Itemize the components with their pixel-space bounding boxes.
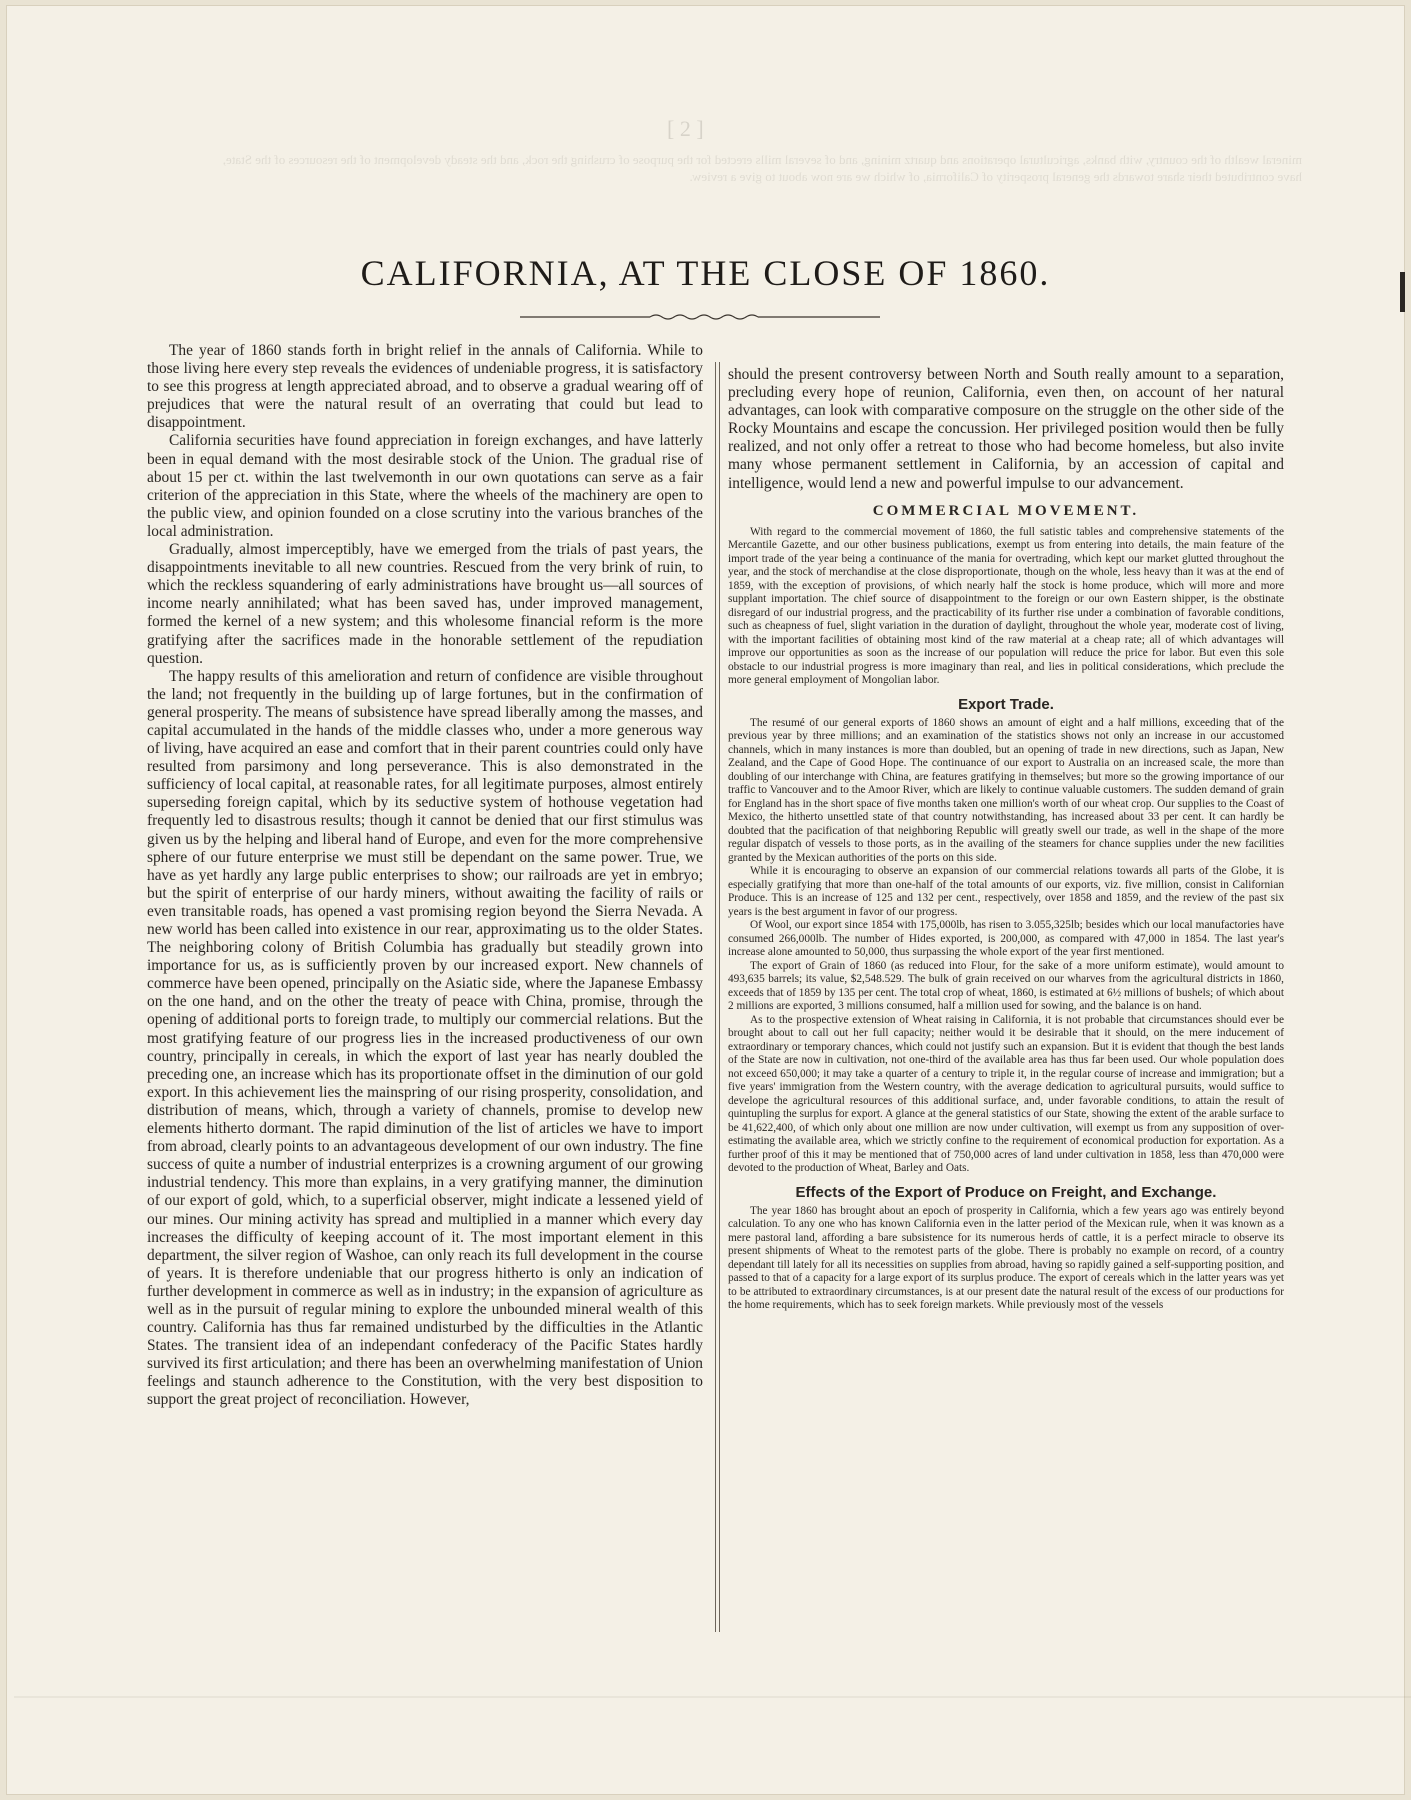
export-paragraph-2: While it is encouraging to observe an expansion of our commercial relations towards all parts of the Globe, it is especially gratifying that more than one-half of the total amounts of our exports, viz. five million, consist in Californian Produce. This is an increase of 125 and 132 per cent., respectively, over 1858 and 1859, and the review of the past six years is the best argument in favor of our progress. [728,865,1284,918]
effects-heading: Effects of the Export of Produce on Freight, and Exchange. [795,1183,1217,1201]
page-number: [ 2 ] [667,116,704,141]
export-heading: Export Trade. [958,695,1054,713]
page-title: CALIFORNIA, AT THE CLOSE OF 1860. [360,253,1051,293]
right-column [728,366,1284,1313]
paper-fold [14,1696,1411,1698]
export-paragraph-4: The export of Grain of 1860 (as reduced into Flour, for the sake of a more uniform estimate), would amount to 493,635 barrels; its value, $2,548.529. The bulk of grain received on our wharves from the agricultural districts in 1860, exceeds that of 1859 by 135 per cent. The total crop of wheat, 1860, is estimated at 6½ millions of bushels; of which about 2 millions are exported, 3 millions consumed, half a million used for sowing, and the balance is on hand. [728,959,1284,1013]
commercial-text: With regard to the commercial movement of 1860, the full satistic tables and comprehensive statements of the Mercantile Gazette, and our other business publications, exempt us from entering into details, the main feature of the import trade of the year being a continuance of the mania for overtrading, which kept our market glutted throughout the year, and the stock of merchandise at the close disproportionate, though on the whole, less heavy than it was at the end of 1859, with the exception of provisions, of which nearly half the stock is home produce, which will more and more supplant importation. The chief source of disappointment to the foreign or our own Eastern shipper, is the obstinate disregard of our industrial progress, and the practicability of its further rise under a combination of favorable conditions, such as cheapness of fuel, slight variation in the duration of daylight, throughout the whole year, moderate cost of living, with the important facilities of obtaining most kind of the raw material at a cheap rate; all of which advantages will improve our opportunities as soon as the increase of our population will reduce the price for labor. But even this sole obstacle to our industrial progress is more imaginary than real, and lies in political considerations, which preclude the more general employment of Mongolian labor. [728,525,1284,687]
bleed-through-text: mineral wealth of the country, with banks, agricultural operations and quartz mining, and of several mills erected for the purpose of crushing the rock, and the steady development of the resources of the State, have contributed their share towards the general prosperity of California, of which we are now about to give a review. [222,152,1302,184]
right-intro: should the present controversy between North and South really amount to a separation, precluding every hope of reunion, California, even then, on account of her natural advantages, can look with comparative composure on the struggle on the other side of the Rocky Mountains and escape the concussion. Her privileged position would then be fully realized, and not only offer a retreat to those who had become homeless, but also invite many whose permanent settlement in California, by an accession of capital and intelligence, would lend a new and powerful impulse to our advancement. [728,366,1284,492]
effects-text: The year 1860 has brought about an epoch of prosperity in California, which a few years ago was entirely beyond calculation. To any one who has known California even in the latter period of the Mexican rule, when it was known as a mere pastoral land, affording a bare subsistence for its numerous herds of cattle, it is a perfect miracle to observe its present shipments of Wheat to the remotest parts of the globe. There is probably no example on record, of a country dependant till lately for all its necessities on supplies from abroad, having so rapidly gained a self-supporting position, and passed to that of a capacity for a large export of its surplus produce. The export of cereals which in the latter years was yet to be attributed to extraordinary circumstances, is at our present date the natural result of the excess of our productions for the home requirements, which has to seek foreign markets. While previously most of the vessels [728,1204,1284,1312]
left-column [147,342,703,1410]
left-paragraph-1: The year of 1860 stands forth in bright relief in the annals of California. While to those living here every step reveals the evidences of undeniable progress, it is satisfactory to see this progress at length appreciated abroad, and to observe a gradual wearing off of prejudices that were the natural result of an overrating that could but lead to disappointment. [147,342,703,432]
left-paragraph-4: The happy results of this amelioration and return of confidence are visible throughout the land; not frequently in the building up of large fortunes, but in the confirmation of general prosperity. The means of subsistence have spread liberally among the masses, and capital accumulated in the hands of the middle classes who, under a more generous way of living, have acquired an ease and comfort that in their parent countries could only have resulted from parsimony and long perseverance. This is also demonstrated in the sufficiency of local capital, at reasonable rates, for all legitimate purposes, almost entirely superseding foreign capital, which by its seductive system of hothouse vegetation had frequently led to disastrous results; though it cannot be denied that our first stimulus was given us by the helping and liberal hand of Europe, and even for the more comprehensive sphere of our future enterprise we must still be dependant on the same power. True, we have as yet hardly any large public enterprises to show; our railroads are yet in embryo; but the spirit of enterprise of our hardy miners, without awaiting the facility of rails or even transitable roads, has opened a vast promising region beyond the Sierra Nevada. A new world has been called into existence in our rear, approximating us to the older States. The neighboring colony of British Columbia has gradually but steadily grown into importance for us, as is sufficiently proven by our increased export. New channels of commerce have been opened, principally on the Asiatic side, where the Japanese Embassy on the one hand, and on the other the treaty of peace with China, promise, through the opening of additional ports to foreign trade, to multiply our commercial relations. But the most gratifying feature of our progress lies in the increased productiveness of our own country, principally in cereals, in which the export of last year has nearly doubled the preceding one, an increase which has its proportionate offset in the diminution of our gold export. In this achievement lies the mainspring of our rising prosperity, consolidation, and distribution of means, which, through a variety of channels, promise to develop new elements hitherto dormant. The rapid diminution of the list of articles we have to import from abroad, clearly points to an advantageous development of our own industry. The fine success of quite a number of industrial enterprizes is a crowning argument of our growing industrial tendency. This more than explains, in a very gratifying manner, the diminution of our export of gold, which, to a superficial observer, might indicate a lessened yield of our mines. Our mining activity has spread and multiplied in a manner which every day increases the difficulty of keeping account of it. The most important element in this department, the silver region of Washoe, can only reach its full development in the course of years. It is therefore undeniable that our progress hitherto is only an indication of further development in commerce as well as in industry; in the expansion of agriculture as well as in the pursuit of regular mining to explore the unbounded mineral wealth of this country. California has thus far remained undisturbed by the difficulties in the Atlantic States. The transient idea of an independant confederacy of the Pacific States hardly survived its first articulation; and there has been an overwhelming manifestation of Union feelings and staunch adherence to the Constitution, with the very best disposition to support the great project of reconciliation. However, [147,667,703,1409]
export-paragraph-3: Of Wool, our export since 1854 with 175,000lb, has risen to 3.055,325lb; besides which our local manufactories have consumed 266,000lb. The number of Hides exported, is 200,000, as compared with 47,000 in 1854. The last year's increase alone amounted to 50,000, thus surpassing the whole export of the year first mentioned. [728,919,1284,959]
export-paragraph-5: As to the prospective extension of Wheat raising in California, it is not probable that circumstances should ever be brought about to call out her full capacity; neither would it be desirable that it should, on the mere inducement of extraordinary or temporary chances, which could not justify such an expansion. But it is evident that though the best lands of the State are now in cultivation, not one-third of the available area has thus far been used. Our whole population does not exceed 650,000; it may take a quarter of a century to triple it, in the regular course of increase and immigration; but a five years' immigration from the Western country, with the average dedication to agricultural pursuits, would suffice to develope the agricultural resources of this additional surface, and, under favorable conditions, to attain the result of quintupling the surplus for export. A glance at the general statistics of our State, showing the extent of the arable surface to be 41,622,400, of which only about one million are now under cultivation, will exempt us from any supposition of over-estimating the available area, which we strictly confine to the requirement of economical production for exportation. As a further proof of this it may be mentioned that of 750,000 acres of land under cultivation in 1858, less than 470,000 were devoted to the production of Wheat, Barley and Oats. [728,1013,1284,1175]
left-paragraph-3: Gradually, almost imperceptibly, have we emerged from the trials of past years, the disappointments inevitable to all new countries. Rescued from the very brink of ruin, to which the reckless squandering of early administrations have brought us—all sources of income nearly annihilated; what has been saved has, under improved management, formed the kernel of a new system; and this wholesome financial reform is the more gratifying after the sacrifices made in the honorable settlement of the repudiation question. [147,541,703,667]
left-paragraph-2: California securities have found appreciation in foreign exchanges, and have latterly been in equal demand with the most desirable stock of the Union. The gradual rise of about 15 per ct. within the last twelvemonth in our own quotations can serve as a fair criterion of the appreciation in this State, where the wheels of the machinery are open to the public view, and opinion founded on a close scrutiny into the various branches of the local administration. [147,432,703,540]
export-paragraph-1: The resumé of our general exports of 1860 shows an amount of eight and a half millions, exceeding that of the previous year by three millions; and an examination of the statistics shows not only an increase in our accustomed channels, which in many instances is more than doubled, but an opening of trade in new directions, such as Japan, New Zealand, and the Cape of Good Hope. The continuance of our export to Australia on an increased scale, the more than doubling of our interchange with China, are features gratifying in themselves; but more so the growing importance of our traffic to Vancouver and to the Amoor River, which are likely to continue valuable customers. The sudden demand of grain for England has in the short space of five months taken one million's worth of our wheat crop. Our supplies to the Coast of Mexico, the hitherto unsettled state of that country notwithstanding, has increased about 33 per cent. It can hardly be doubted that the pacification of that neighboring Republic will greatly swell our trade, as well in the shape of the more regular dispatch of vessels to those ports, as in the availing of the steamers for chance supplies under the new facilities granted by the Mexican authorities of the ports on this side. [728,716,1284,864]
title-ornament [520,305,880,329]
column-divider [715,362,720,1632]
commercial-heading: COMMERCIAL MOVEMENT. [872,502,1140,519]
